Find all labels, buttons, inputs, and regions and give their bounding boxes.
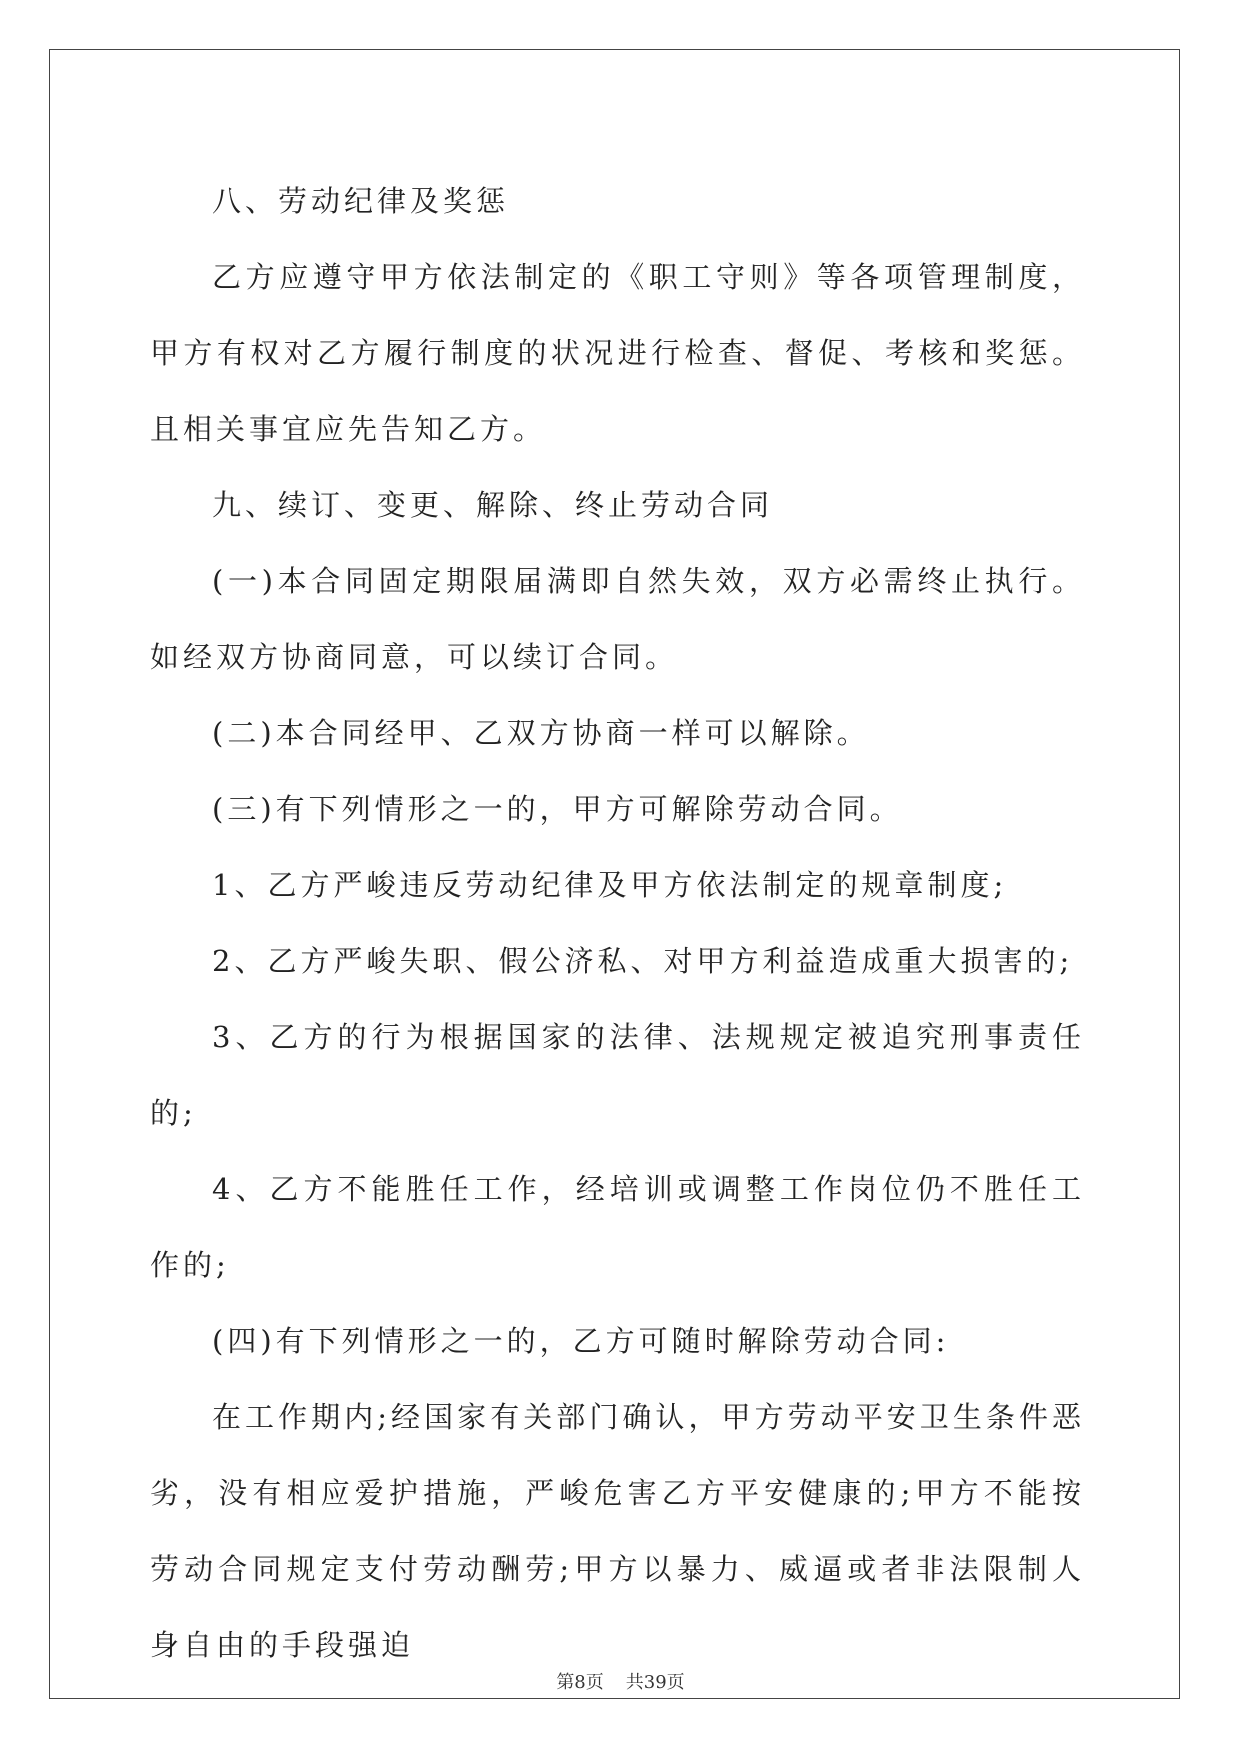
list-item-1: 1、乙方严峻违反劳动纪律及甲方依法制定的规章制度;	[212, 868, 1008, 902]
clause-3-employer-termination: (三)有下列情形之一的，甲方可解除劳动合同。	[212, 792, 903, 826]
section-heading-contract-changes: 九、续订、变更、解除、终止劳动合同	[212, 488, 774, 522]
clause-4-employee-termination: (四)有下列情形之一的，乙方可随时解除劳动合同:	[212, 1324, 950, 1358]
clause-2-mutual-termination: (二)本合同经甲、乙双方协商一样可以解除。	[212, 716, 870, 750]
paragraph-discipline-rules: 乙方应遵守甲方依法制定的《职工守则》等各项管理制度，甲方有权对乙方履行制度的状况进行检查、督促、考核和奖惩。且相关事宜应先告知乙方。	[150, 260, 1085, 446]
clause-1-expiry: (一)本合同固定期限届满即自然失效，双方必需终止执行。如经双方协商同意，可以续订合同。	[150, 564, 1085, 674]
document-body	[150, 163, 1085, 1683]
list-item-2: 2、乙方严峻失职、假公济私、对甲方利益造成重大损害的;	[212, 944, 1074, 978]
page-footer	[0, 1668, 1241, 1694]
list-item-3: 3、乙方的行为根据国家的法律、法规规定被追究刑事责任的;	[150, 1020, 1085, 1130]
section-heading-discipline: 八、劳动纪律及奖惩	[212, 184, 510, 218]
paragraph-employee-termination-conditions: 在工作期内;经国家有关部门确认，甲方劳动平安卫生条件恶劣，没有相应爱护措施，严峻危害乙方平安健康的;甲方不能按劳动合同规定支付劳动酬劳;甲方以暴力、威逼或者非法限制人身自由的手段强迫	[150, 1400, 1085, 1662]
current-page-number: 第8页	[556, 1672, 604, 1693]
total-page-count: 共39页	[625, 1672, 685, 1693]
list-item-4: 4、乙方不能胜任工作，经培训或调整工作岗位仍不胜任工作的;	[150, 1172, 1085, 1282]
